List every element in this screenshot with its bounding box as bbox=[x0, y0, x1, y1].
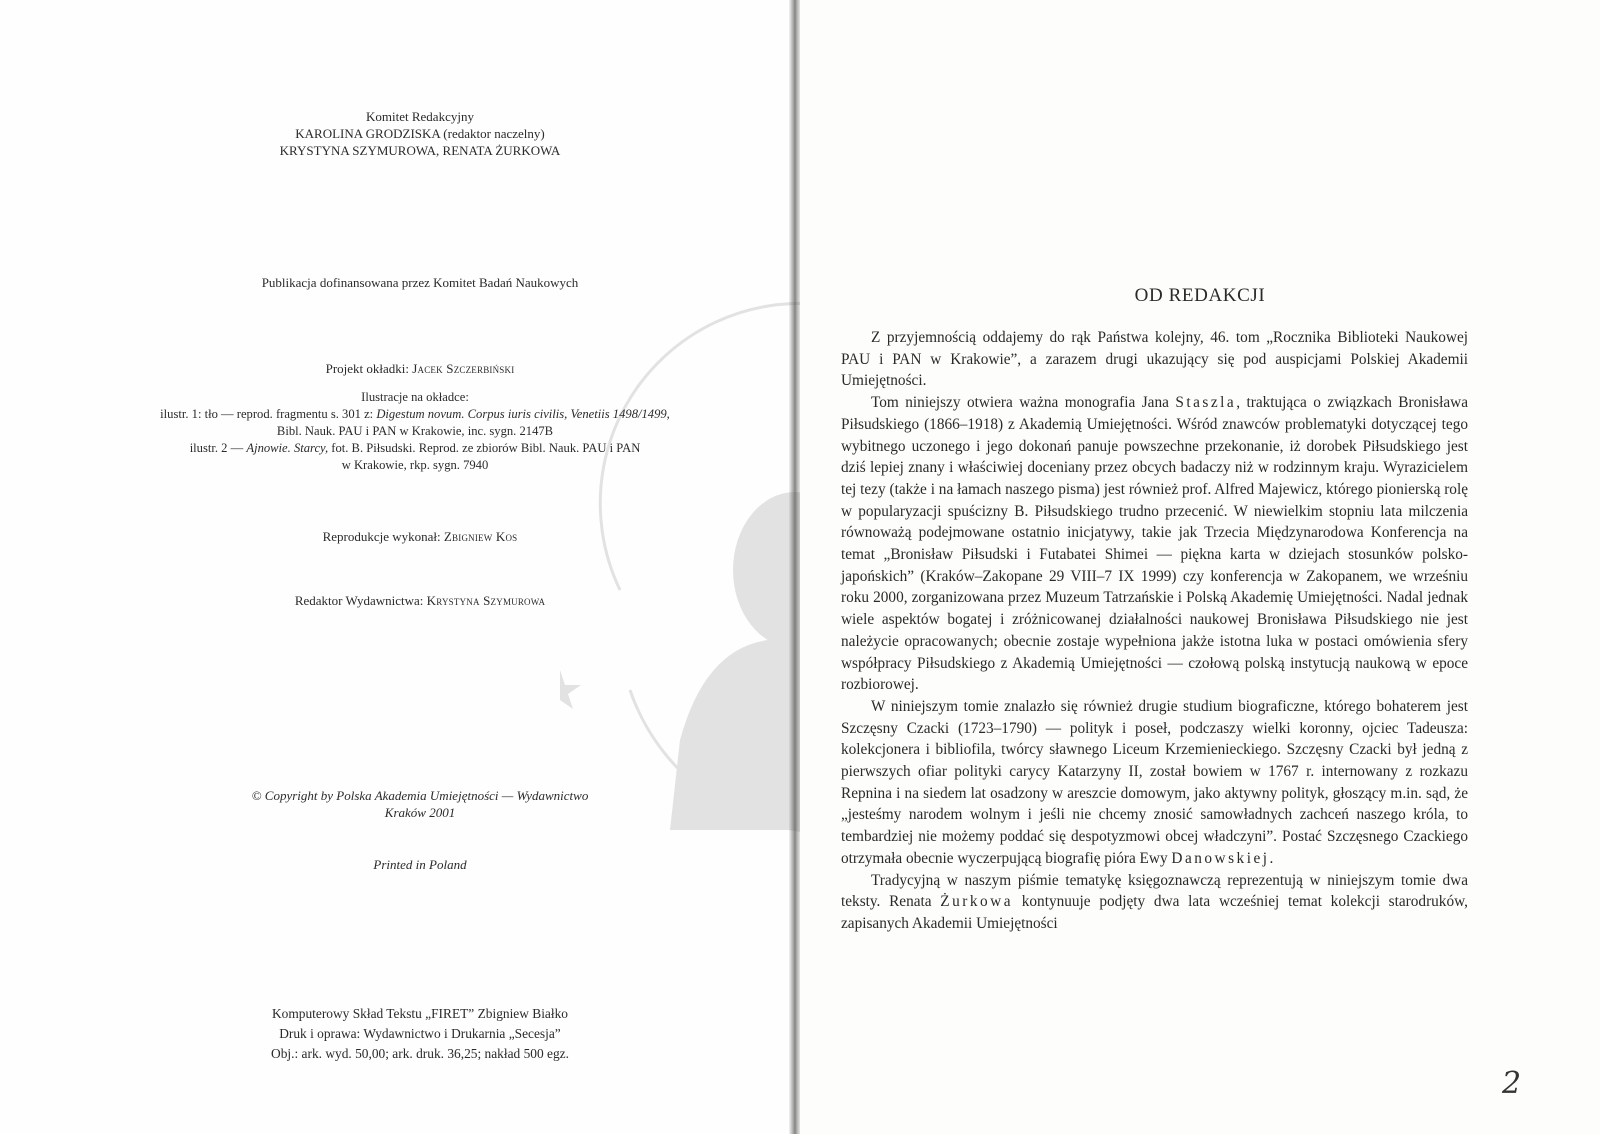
reproductions-label: Reprodukcje wykonał: bbox=[322, 529, 441, 544]
committee-line-1: KAROLINA GRODZISKA (redaktor naczelny) bbox=[295, 126, 545, 141]
handwritten-page-number: 2 bbox=[1502, 1066, 1522, 1101]
publisher-editor-name: Krystyna Szymurowa bbox=[426, 593, 546, 608]
paragraph-4-start: Tradycyjną w naszym piśmie tematykę księgoznawczą reprezentują w niniejszym tomie dwa teksty. Renata bbox=[841, 871, 1468, 911]
author-name-staszel: Staszla bbox=[1175, 394, 1237, 412]
illustration-1-prefix: ilustr. 1: tło — reprod. fragmentu s. 301 z: bbox=[160, 407, 377, 421]
cover-illustrations bbox=[95, 389, 735, 474]
paragraph-1: Z przyjemnością oddajemy do rąk Państwa kolejny, 46. tom „Rocznika Biblioteki Naukowej PAU i PAN w Krakowie”, a zarazem drugi ukazujący się pod auspicjami Polskiej Akademii Umiejętności. bbox=[841, 329, 1468, 390]
illustrations-heading: Ilustracje na okładce: bbox=[361, 390, 469, 404]
illustration-2-source: w Krakowie, rkp. sygn. 7940 bbox=[341, 458, 489, 472]
illustration-1-source: Bibl. Nauk. PAU i PAN w Krakowie, inc. sygn. 2147B bbox=[276, 424, 554, 438]
paragraph-3 bbox=[841, 696, 1468, 870]
copyright-line-2: Kraków 2001 bbox=[384, 805, 456, 820]
illustration-2-credit: fot. B. Piłsudski. Reprod. ze zbiorów Bibl. Nauk. PAU i PAN bbox=[328, 441, 641, 455]
left-page bbox=[0, 0, 790, 1134]
illustration-2-line bbox=[95, 440, 735, 457]
editorial-body bbox=[841, 327, 1468, 935]
imprint-volume: Obj.: ark. wyd. 50,00; ark. druk. 36,25; nakład 500 egz. bbox=[271, 1046, 569, 1061]
illustration-2-prefix: ilustr. 2 — bbox=[189, 441, 247, 455]
paragraph-4 bbox=[841, 870, 1468, 935]
publisher-editor-line bbox=[120, 592, 720, 609]
paragraph-2 bbox=[841, 392, 1468, 696]
funding-note: Publikacja dofinansowana przez Komitet Badań Naukowych bbox=[261, 275, 579, 290]
committee-heading: Komitet Redakcyjny bbox=[366, 109, 474, 124]
paragraph-4-rest: kontynuuje podjęty dwa lata wcześniej temat kolekcji starodruków, zapisanych Akademii Umiejętności bbox=[841, 893, 1468, 932]
cover-design-label: Projekt okładki: bbox=[325, 361, 410, 376]
section-title: OD REDAKCJI bbox=[1134, 285, 1266, 306]
imprint-printing: Druk i oprawa: Wydawnictwo i Drukarnia „Secesja” bbox=[279, 1026, 561, 1041]
illustration-1-title: Digestum novum. Corpus iuris civilis, Venetiis 1498/1499, bbox=[376, 407, 670, 421]
cover-design-line bbox=[120, 360, 720, 377]
copyright-line-1: © Copyright by Polska Akademia Umiejętności — Wydawnictwo bbox=[251, 788, 589, 803]
right-page bbox=[800, 0, 1600, 1134]
imprint-typesetting: Komputerowy Skład Tekstu „FIRET” Zbigniew Białko bbox=[272, 1006, 568, 1021]
paragraph-3-start: W niniejszym tomie znalazło się również drugie studium biograficzne, którego bohaterem jest Szczęsny Czacki (1723–1790) — polityk i poseł, podczaszy wielki koronny, ojciec Tadeusza: kolekcjonera i bibliofila, twórcy sławnego Liceum Krzemienieckiego. Szczęsny Czacki był jedną z pierwszych ofiar polityki carycy Katarzyny II, został bowiem w 1767 r. internowany z rozkazu Repnina i na siedem lat osadzony w areszcie domowym, jako aktywny polityk, głoszący m.in. sąd, że „jesteśmy narodem wolnym i jeśli nie chcemy znosić samowładnych zachceń naszego króla, to tembardziej nie możemy poddać się despotyzmowi obcej władczyni”. Postać Szczęsnego Czackiego otrzymała obecnie wyczerpującą biografię pióra Ewy bbox=[841, 697, 1468, 867]
author-name-zurkowa: Żurkowa bbox=[940, 893, 1014, 911]
printed-in: Printed in Poland bbox=[373, 857, 467, 872]
illustration-1-line bbox=[95, 406, 735, 423]
editorial-committee bbox=[180, 108, 660, 159]
copyright-notice bbox=[120, 787, 720, 821]
paragraph-2-start: Tom niniejszy otwiera ważna monografia Jana bbox=[871, 394, 1176, 412]
illustration-2-title: Ajnowie. Starcy, bbox=[246, 441, 329, 455]
committee-line-2: KRYSTYNA SZYMUROWA, RENATA ŻURKOWA bbox=[279, 143, 561, 158]
paragraph-2-rest: , traktująca o związkach Bronisława Piłsudskiego (1866–1918) z Akademią Umiejętności. Wśród znawców problematyki dotyczącej tego wybitnego uczonego i jego dokonań panuje powszechne przekonanie, iż dorobek Piłsudskiego jest dziś lepiej znany i właściwiej doceniany przez obcych badaczy niż w rodzinnym kraju. Wyrazicielem tej tezy (także i na łamach naszego pisma) jest również prof. Alfred Majewicz, którego pionierską rolę w popularyzacji spuścizny B. Piłsudskiego trudno przecenić. W niewielkim stopniu lata milczenia równoważą podejmowane ostatnio inicjatywy, takie jak Trzecia Międzynarodowa Konferencja na temat „Bronisław Piłsudski i Futabatei Shimei — piękna karta w dziejach stosunków polsko-japońskich” (Kraków–Zakopane 29 VIII–7 IX 1999) czy konferencja w Zakopanem, we wrześniu roku 2000, zorganizowana przez Muzeum Tatrzańskie i Polską Akademię Umiejętności. Nadal jednak wiele aspektów bogatej i zróżnicowanej działalności naukowej Bronisława Piłsudskiego nie jest należycie opracowanych; obecnie zostaje wypełniona jakże istotna luka w postaci omówienia sfery współpracy Piłsudskiego z Akademią Umiejętności — czołową polską instytucją naukową w epoce rozbiorowej. bbox=[841, 394, 1468, 694]
reproductions-line bbox=[120, 528, 720, 545]
imprint bbox=[195, 1004, 645, 1064]
author-name-danowska: Danowskiej bbox=[1171, 849, 1270, 867]
publisher-editor-label: Redaktor Wydawnictwa: bbox=[294, 593, 424, 608]
paragraph-3-end: . bbox=[1269, 849, 1274, 867]
cover-designer-name: Jacek Szczerbiński bbox=[412, 361, 515, 376]
reproductions-name: Zbigniew Kos bbox=[443, 529, 518, 544]
